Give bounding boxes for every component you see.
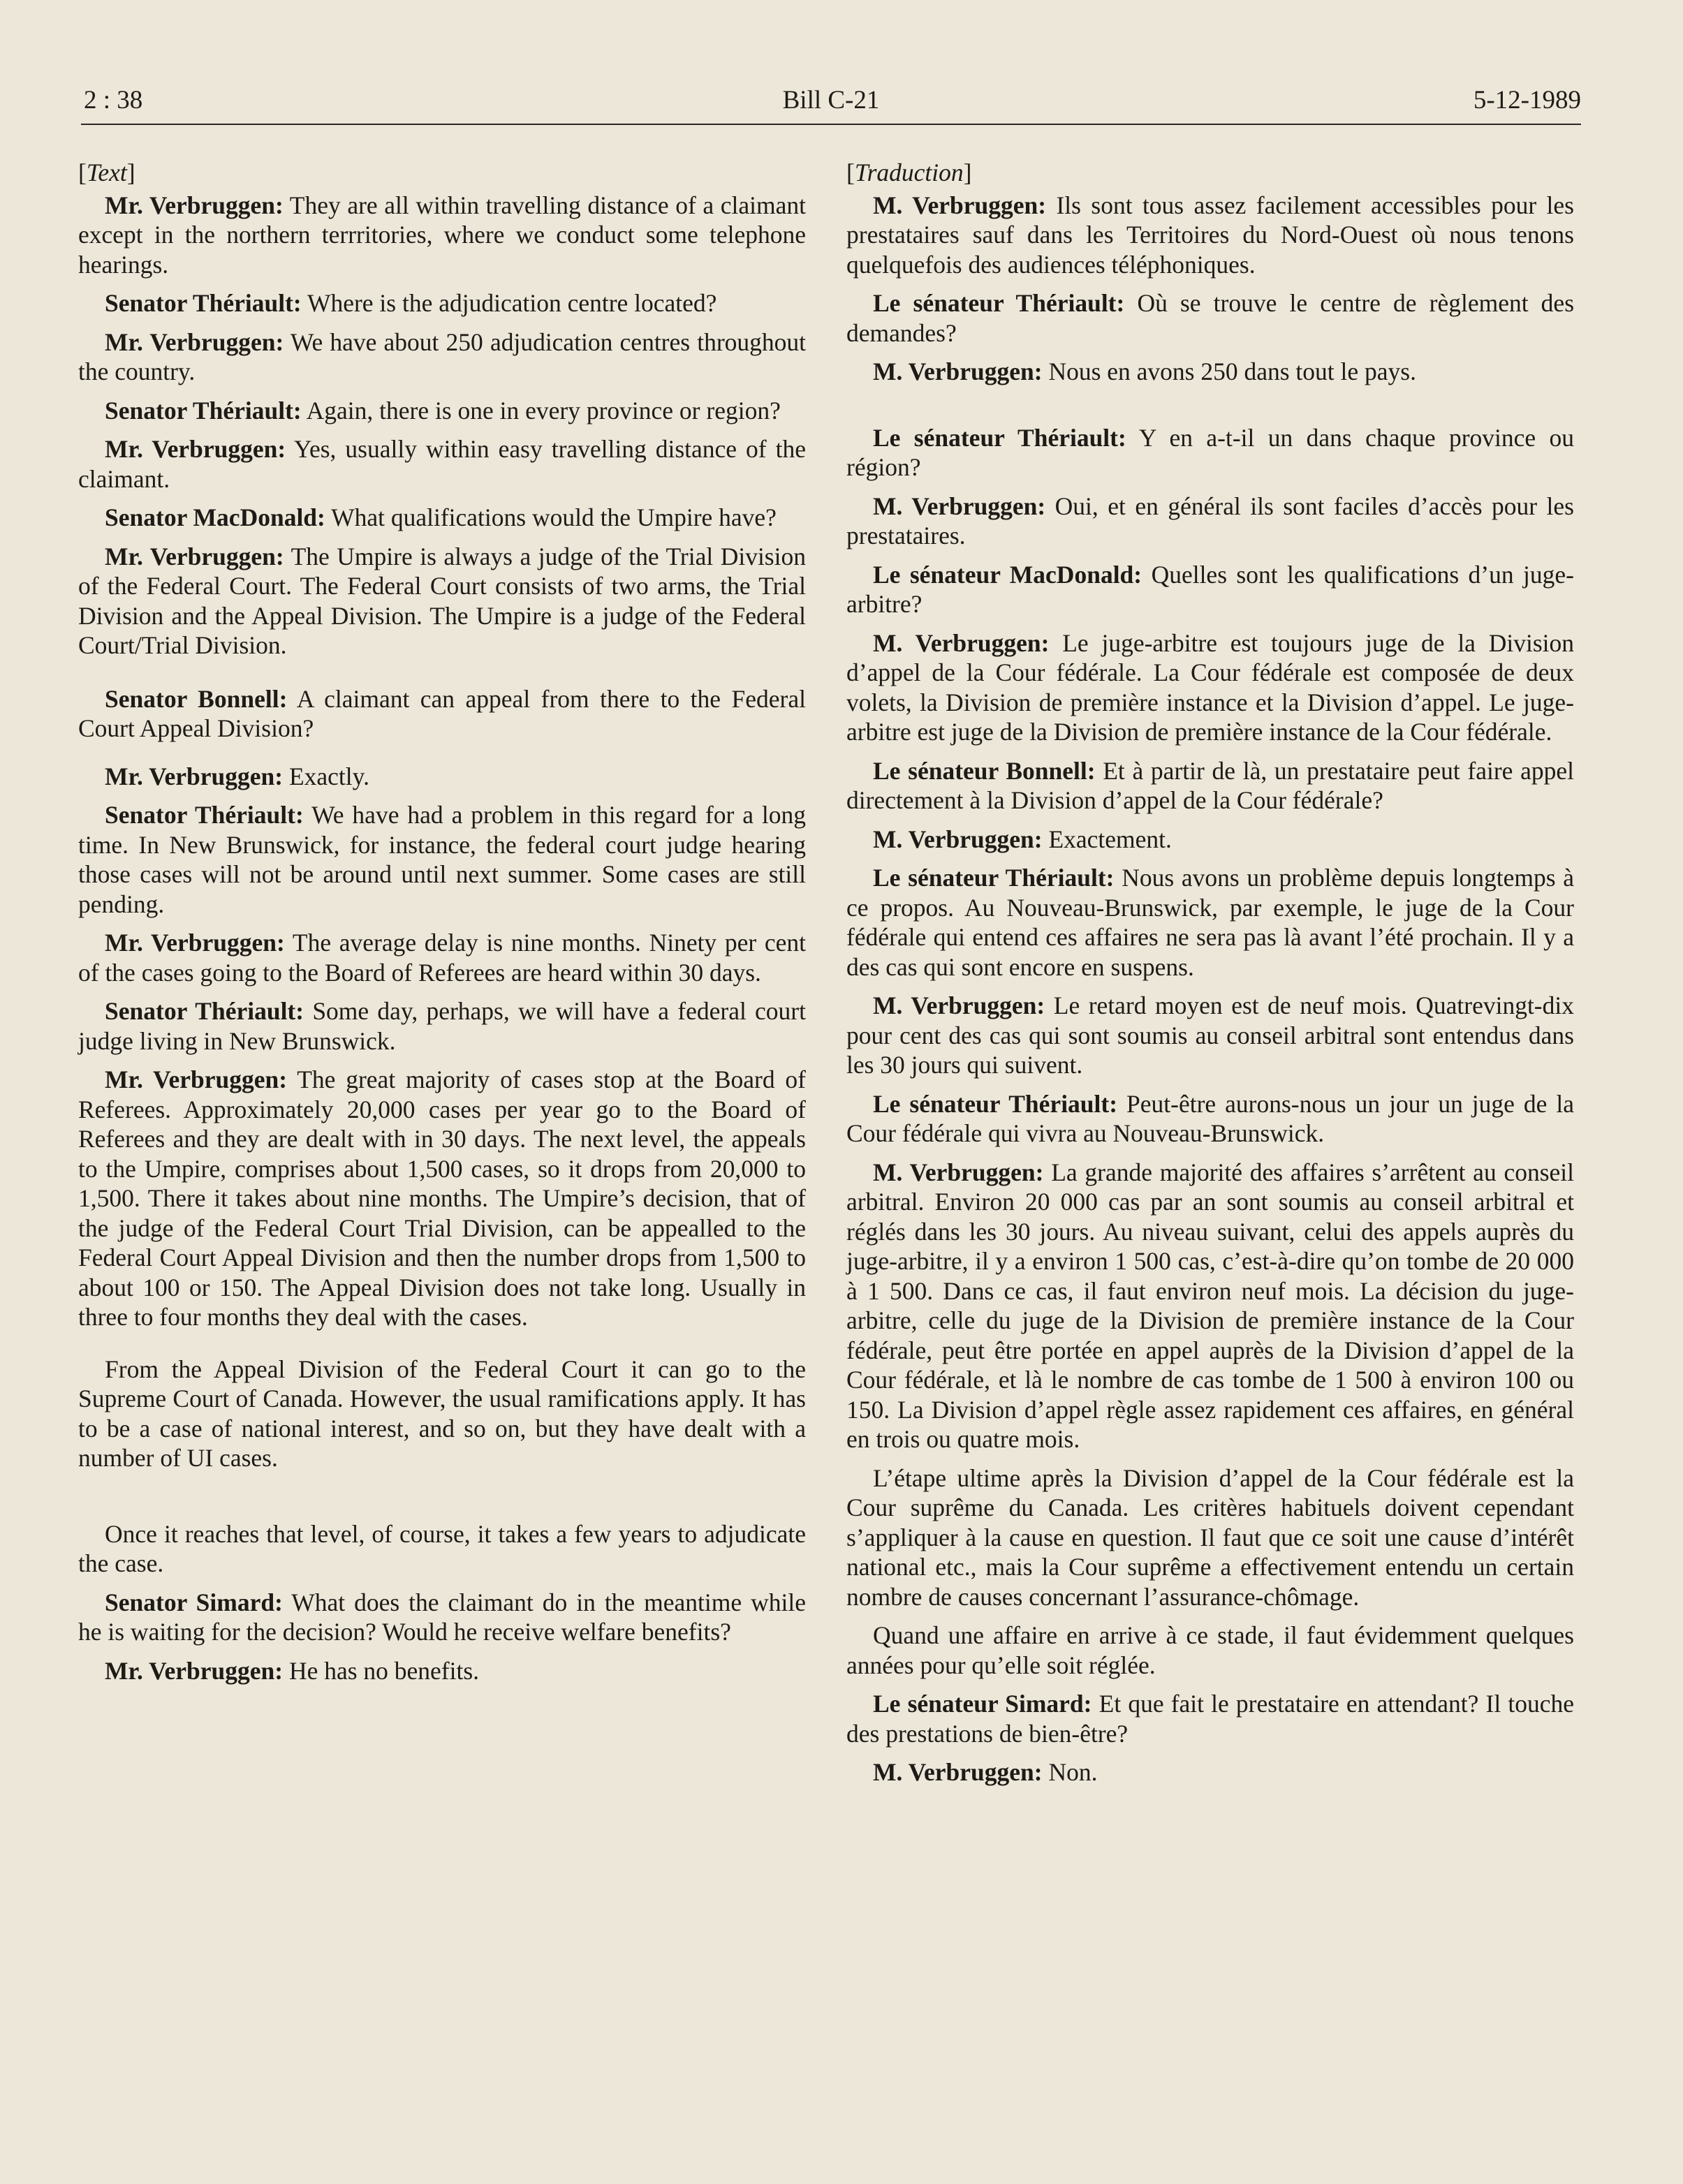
speaker-name: M. Verbruggen: [873,191,1047,219]
column-heading-label: Text [86,158,127,186]
speech-text: Y en a-t-il un dans chaque province ou région? [846,423,1575,481]
transcript-paragraph [846,1158,1574,1454]
speech-text: Nous avons un problème depuis longtemps à ce propos. Au Nouveau-Brunswick, par exemple, le juge de la Cour fédérale qui entend ces affaires ne sera pas là avant l’été prochain. Il y a des cas qui sont encore en suspens. [846,864,1575,981]
transcript-paragraph [846,756,1574,816]
speaker-name: Le sénateur Thériault: [873,423,1126,452]
speaker-name: Senator Simard: [105,1588,283,1616]
speaker-name: M. Verbruggen: [873,825,1043,853]
speech-text: Non. [1048,1758,1098,1786]
english-column [78,158,806,1695]
speaker-name: Senator Thériault: [105,396,302,425]
transcript-paragraph [846,492,1574,551]
speech-text: From the Appeal Division of the Federal Court it can go to the Supreme Court of Canada. However, the usual ramifications apply. It has to be a case of national interest, and so on, but they have dealt with a number of UI cases. [78,1355,806,1472]
transcript-paragraph [846,991,1574,1080]
speaker-name: Le sénateur MacDonald: [873,560,1142,589]
transcript-paragraph [846,863,1574,982]
speech-text: Exactly. [288,762,369,790]
speaker-name: Mr. Verbruggen: [105,929,285,957]
transcript-paragraph [846,191,1574,280]
transcript-paragraph [78,1065,806,1332]
transcript-paragraph [846,423,1574,482]
column-heading: [Text] [78,158,135,186]
transcript-paragraph [78,1588,806,1647]
speech-text: Oui, et en général ils sont faciles d’accès pour les prestataires. [846,492,1574,549]
column-heading: [Traduction] [846,158,972,186]
speech-text: They are all within travelling distance of a claimant except in the northern terrritories, where we conduct some telephone hearings. [78,191,807,279]
speaker-name: Mr. Verbruggen: [105,1065,288,1093]
speech-text: He has no benefits. [288,1656,480,1685]
transcript-paragraph [78,684,806,744]
speaker-name: Le sénateur Simard: [873,1690,1092,1718]
speech-text: Once it reaches that level, of course, it takes a few years to adjudicate the case. [78,1519,806,1577]
transcript-paragraph [78,762,806,792]
speech-text: Et à partir de là, un prestataire peut faire appel directement à la Division d’appel de la Cour fédérale? [846,756,1574,814]
transcript-paragraph [846,288,1574,348]
speaker-name: M. Verbruggen: [873,1158,1044,1186]
speaker-name: Le sénateur Bonnell: [873,756,1096,785]
speech-text: Le juge-arbitre est toujours juge de la Division d’appel de la Cour fédérale. La Cour fédérale est composée de deux volets, la Division de première instance et la Division d’appel. Le juge-arbitre est juge de la Division de première instance de la Cour fédérale. [846,628,1574,746]
speaker-name: Senator Thériault: [105,997,304,1025]
speech-text: We have had a problem in this regard for a long time. In New Brunswick, for instance, the federal court judge hearing those cases will not be around until next summer. Some cases are still pending. [78,801,807,918]
transcript-paragraph [78,928,806,987]
page-number: 2 : 38 [84,86,143,115]
speaker-name: Mr. Verbruggen: [105,191,284,219]
transcript-paragraph [846,628,1574,747]
speaker-name: Le sénateur Thériault: [873,1089,1118,1118]
transcript-paragraph [78,542,806,661]
speaker-name: Senator Thériault: [105,801,304,829]
page-header [81,78,1581,123]
transcript-paragraph [846,1463,1574,1612]
transcript-paragraph [846,357,1574,387]
speech-text: Again, there is one in every province or region? [306,396,781,425]
speech-text: La grande majorité des affaires s’arrêtent au conseil arbitral. Environ 20 000 cas par an sont soumis au conseil arbitral et réglés dans les 30 jours. Au niveau suivant, celui des appels auprès du juge-arbitre, il y a environ 1 500 cas, c’est-à-dire qu’on tombe de 20 000 à 1 500. Dans ce cas, il faut environ neuf mois. La décision du juge-arbitre, celle du juge de la Division de première instance de la Cour fédérale, peut être portée en appel auprès de la Division d’appel de la Cour fédérale, et là le nombre de cas tombe de 1 500 à environ 100 ou 150. La Division d’appel règle assez rapidement ces affaires, en général en trois ou quatre mois. [846,1158,1574,1453]
speech-text: Yes, usually within easy travelling distance of the claimant. [78,435,806,493]
speech-text: Et que fait le prestataire en attendant? Il touche des prestations de bien-être? [846,1690,1575,1748]
speaker-name: Senator Bonnell: [105,684,288,713]
transcript-paragraph [78,1656,806,1686]
speech-text: The great majority of cases stop at the Board of Referees. Approximately 20,000 cases per year go to the Board of Referees and they are dealt with in 30 days. The next level, the appeals to the Umpire, comprises about 1,500 cases, so it drops from 20,000 to 1,500. There it takes about nine months. The Umpire’s decision, that of the judge of the Federal Court Trial Division, can be appealled to the Federal Court Appeal Division and then the number drops from 1,500 to about 100 or 150. The Appeal Division does not take long. Usually in three to four months they deal with the cases. [78,1065,807,1331]
speech-text: The Umpire is always a judge of the Trial Division of the Federal Court. The Federal Court consists of two arms, the Trial Division and the Appeal Division. The Umpire is a judge of the Federal Court/Trial Division. [78,542,806,659]
speaker-name: Mr. Verbruggen: [105,435,286,463]
speaker-name: Mr. Verbruggen: [105,327,284,356]
transcript-paragraph [846,560,1574,619]
speaker-name: M. Verbruggen: [873,991,1045,1019]
transcript-paragraph [846,1757,1574,1787]
speaker-name: Senator MacDonald: [105,503,325,531]
speech-text: Some day, perhaps, we will have a federal court judge living in New Brunswick. [78,997,806,1055]
speech-text: What qualifications would the Umpire have? [331,503,777,531]
speech-text: Le retard moyen est de neuf mois. Quatrevingt-dix pour cent des cas qui sont soumis au conseil arbitral sont entendus dans les 30 jours qui suivent. [846,991,1574,1079]
transcript-paragraph [846,1621,1574,1680]
header-rule [81,124,1581,125]
speaker-name: Senator Thériault: [105,289,302,317]
speaker-name: Mr. Verbruggen: [105,762,284,790]
transcript-paragraph [78,503,806,533]
speaker-name: Le sénateur Thériault: [873,864,1115,892]
speaker-name: Mr. Verbruggen: [105,542,284,570]
speech-text: The average delay is nine months. Ninety per cent of the cases going to the Board of Referees are heard within 30 days. [78,929,806,987]
document-date: 5-12-1989 [1473,86,1581,115]
speech-text: Where is the adjudication centre located? [307,289,717,317]
speech-text: Exactement. [1048,825,1172,853]
speech-text: A claimant can appeal from there to the Federal Court Appeal Division? [78,684,806,742]
transcript-paragraph [846,1689,1574,1748]
transcript-paragraph [78,1355,806,1473]
french-column [846,158,1574,1796]
transcript-paragraph [78,800,806,919]
transcript-paragraph [78,191,806,280]
speaker-name: Le sénateur Thériault: [873,289,1125,317]
speaker-name: M. Verbruggen: [873,492,1046,520]
speech-text: Peut-être aurons-nous un jour un juge de la Cour fédérale qui vivra au Nouveau-Brunswick. [846,1089,1574,1147]
speech-text: Ils sont tous assez facilement accessibles pour les prestataires sauf dans les Territoires du Nord-Ouest où nous tenons quelquefois des audiences téléphoniques. [846,191,1574,279]
speech-text: Où se trouve le centre de règlement des demandes? [846,289,1575,347]
transcript-paragraph [78,1519,806,1579]
speech-text: We have about 250 adjudication centres throughout the country. [78,327,807,385]
transcript-paragraph [78,327,806,387]
speech-text: L’étape ultime après la Division d’appel de la Cour fédérale est la Cour suprême du Canada. Les critères habituels doivent cependant s’appliquer à la cause en question. Il faut que ce soit une cause d’intérêt national etc., mais la Cour suprême a effectivement entendu un certain nombre de causes concernant l’assurance-chômage. [846,1463,1574,1611]
transcript-paragraph [78,434,806,494]
speaker-name: M. Verbruggen: [873,357,1043,385]
transcript-paragraph [78,288,806,318]
speaker-name: Mr. Verbruggen: [105,1656,284,1685]
transcript-paragraph [846,1089,1574,1149]
speech-text: What does the claimant do in the meantime while he is waiting for the decision? Would he receive welfare benefits? [78,1588,806,1646]
transcript-paragraph [78,396,806,426]
document-title: Bill C-21 [782,86,880,115]
speaker-name: M. Verbruggen: [873,628,1050,657]
column-heading-label: Traduction [854,158,964,186]
transcript-paragraph [78,996,806,1056]
speaker-name: M. Verbruggen: [873,1758,1043,1786]
speech-text: Nous en avons 250 dans tout le pays. [1048,357,1416,385]
transcript-paragraph [846,825,1574,855]
speech-text: Quelles sont les qualifications d’un juge-arbitre? [846,560,1575,618]
speech-text: Quand une affaire en arrive à ce stade, il faut évidemment quelques années pour qu’elle soit réglée. [846,1621,1574,1679]
